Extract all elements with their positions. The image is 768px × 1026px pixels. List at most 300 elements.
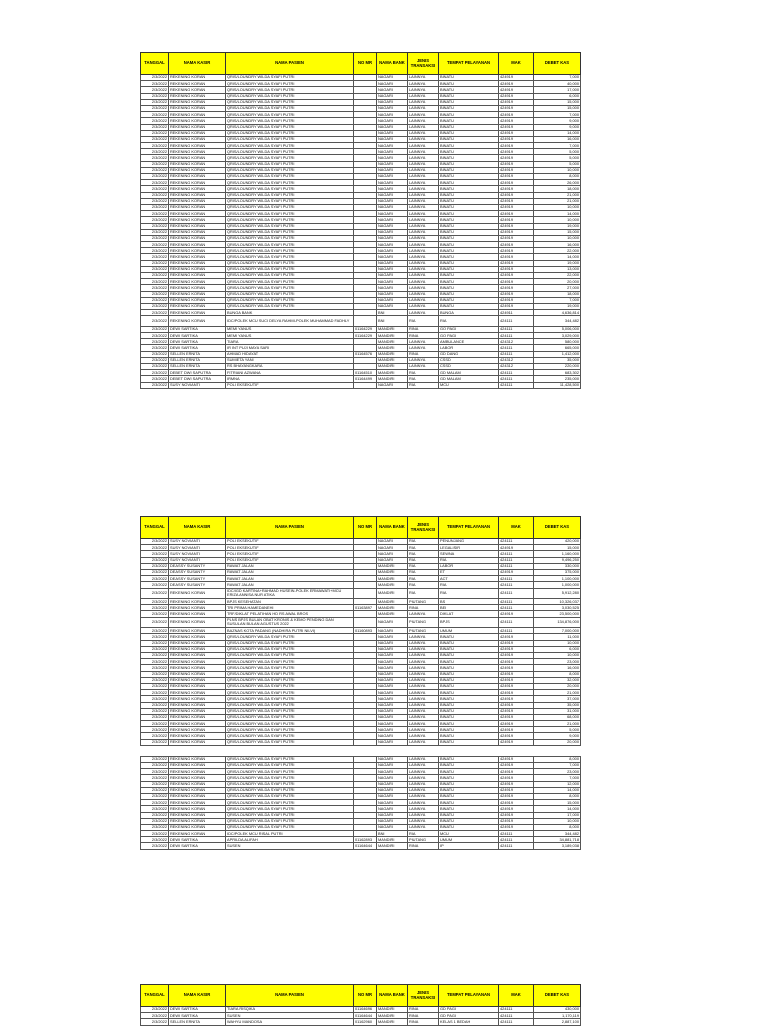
cell-nama-kasir: REKENING KORAN	[169, 174, 226, 180]
cell-tempat-pelayanan: BINATU	[439, 659, 499, 665]
cell-mak: 424919	[499, 303, 534, 309]
cell-tanggal: 2/3/2022	[141, 242, 169, 248]
cell-nama-pasien: QRIS/LOUNDRY WILDA SYAFI PUTRI	[226, 787, 354, 793]
cell-tanggal: 2/3/2022	[141, 376, 169, 382]
cell-tempat-pelayanan: BINATU	[439, 217, 499, 223]
cell-nama-pasien: QRIS/LOUNDRY WILDA SYAFI PUTRI	[226, 763, 354, 769]
cell-tanggal: 2/3/2022	[141, 81, 169, 87]
cell-nama-kasir: REKENING KORAN	[169, 727, 226, 733]
cell-debet-kas: 40,000	[534, 81, 581, 87]
cell-tanggal: 2/3/2022	[141, 136, 169, 142]
cell-nama-pasien: MEMI YANUS	[226, 326, 354, 332]
cell-debet-kas: 23,000	[534, 769, 581, 775]
cell-tanggal: 2/3/2022	[141, 186, 169, 192]
cell-tempat-pelayanan: BINATU	[439, 763, 499, 769]
cell-jenis-transaksi: LAINNYA	[408, 174, 439, 180]
table-row	[141, 588, 581, 599]
cell-tanggal: 2/3/2022	[141, 551, 169, 557]
cell-tempat-pelayanan: BINATU	[439, 279, 499, 285]
cell-mak: 424919	[499, 211, 534, 217]
cell-nama-bank: NAGARI	[377, 806, 408, 812]
cell-jenis-transaksi: PIUTANG	[408, 617, 439, 628]
cell-nama-bank: MANDIRI	[377, 370, 408, 376]
cell-tempat-pelayanan: BINATU	[439, 665, 499, 671]
cell-no-mr: 01164644	[354, 843, 377, 849]
cell-tanggal: 2/3/2022	[141, 763, 169, 769]
cell-tempat-pelayanan: BINATU	[439, 204, 499, 210]
header-debet-kas: DEBET KAS	[534, 53, 581, 75]
cell-nama-kasir: REKENING KORAN	[169, 683, 226, 689]
cell-jenis-transaksi: LAINNYA	[408, 793, 439, 799]
cash-debit-table	[140, 984, 581, 1026]
cell-tempat-pelayanan: BINATU	[439, 174, 499, 180]
cell-tanggal: 2/3/2022	[141, 273, 169, 279]
cell-mak: 424919	[499, 174, 534, 180]
cell-nama-bank: NAGARI	[377, 204, 408, 210]
cell-mak: 424919	[499, 155, 534, 161]
cell-nama-pasien: QRIS/LOUNDRY WILDA SYAFI PUTRI	[226, 87, 354, 93]
cell-tempat-pelayanan: CSSD	[439, 364, 499, 370]
cell-nama-pasien: QRIS/LOUNDRY WILDA SYAFI PUTRI	[226, 167, 354, 173]
cell-nama-bank: NAGARI	[377, 192, 408, 198]
cell-jenis-transaksi: RIA	[408, 576, 439, 582]
cell-debet-kas: 8,000	[534, 824, 581, 830]
cell-nama-kasir: REKENING KORAN	[169, 285, 226, 291]
cell-debet-kas: 20,000	[534, 739, 581, 745]
cell-debet-kas: 7,000	[534, 775, 581, 781]
cell-nama-pasien: POLI EKSEKUTIF	[226, 545, 354, 551]
cell-debet-kas: 37,000	[534, 696, 581, 702]
table-row	[141, 1019, 581, 1025]
header-mak: MAK	[499, 517, 534, 539]
cell-tempat-pelayanan: RIA	[439, 588, 499, 599]
cell-debet-kas: 17,000	[534, 87, 581, 93]
cell-mak: 424919	[499, 733, 534, 739]
cell-nama-bank: NAGARI	[377, 659, 408, 665]
cell-tanggal: 2/3/2022	[141, 291, 169, 297]
cell-nama-pasien: SUMIETA YANI	[226, 357, 354, 363]
cell-debet-kas: 22,000	[534, 273, 581, 279]
cell-mak: 424111	[499, 617, 534, 628]
cell-nama-kasir: REKENING KORAN	[169, 721, 226, 727]
cell-tempat-pelayanan: BINATU	[439, 303, 499, 309]
cell-tempat-pelayanan: BPJS	[439, 617, 499, 628]
cell-nama-kasir: REKENING KORAN	[169, 155, 226, 161]
cell-nama-bank: MANDIRI	[377, 843, 408, 849]
cell-debet-kas: 18,000	[534, 291, 581, 297]
cell-nama-kasir: REKENING KORAN	[169, 254, 226, 260]
cell-nama-kasir: SUSY NOVIANTI	[169, 382, 226, 388]
cell-nama-kasir: DEWI SARTIKA	[169, 333, 226, 339]
cell-no-mr	[354, 588, 377, 599]
cell-nama-bank: MANDIRI	[377, 563, 408, 569]
cell-jenis-transaksi: RIA	[408, 539, 439, 545]
cell-nama-kasir: SELLEN ERNITA	[169, 357, 226, 363]
cell-nama-kasir: REKENING KORAN	[169, 690, 226, 696]
cell-tanggal: 2/3/2022	[141, 733, 169, 739]
cell-mak: 424919	[499, 569, 534, 575]
cell-nama-bank: NAGARI	[377, 617, 408, 628]
cell-nama-bank: MANDIRI	[377, 611, 408, 617]
cell-nama-pasien: QRIS/LOUNDRY WILDA SYAFI PUTRI	[226, 130, 354, 136]
cell-tempat-pelayanan: BINATU	[439, 634, 499, 640]
cell-debet-kas: 9,000	[534, 118, 581, 124]
cell-nama-pasien: QRIS/LOUNDRY WILDA SYAFI PUTRI	[226, 702, 354, 708]
cell-jenis-transaksi: LAINNYA	[408, 677, 439, 683]
cell-nama-pasien: TRF/DIKLAT PELATIHAN HD RS AWAL BROS	[226, 611, 354, 617]
cell-nama-bank: NAGARI	[377, 155, 408, 161]
cell-nama-kasir: REKENING KORAN	[169, 291, 226, 297]
cell-jenis-transaksi: RIA	[408, 316, 439, 327]
cell-jenis-transaksi: LAINNYA	[408, 714, 439, 720]
cell-tempat-pelayanan: RIA	[439, 557, 499, 563]
cell-debet-kas: 18,000	[534, 186, 581, 192]
cell-jenis-transaksi: LAINNYA	[408, 254, 439, 260]
cell-tanggal: 2/3/2022	[141, 211, 169, 217]
cell-tempat-pelayanan: SEWNA	[439, 551, 499, 557]
cell-tempat-pelayanan: ET	[439, 569, 499, 575]
cell-nama-bank: NAGARI	[377, 291, 408, 297]
cell-debet-kas: 21,000	[534, 198, 581, 204]
cell-nama-bank: NAGARI	[377, 211, 408, 217]
cell-tanggal: 2/3/2022	[141, 837, 169, 843]
cell-nama-pasien: BAZNAS KOTA PADANG (NADHIRA PUTRI NILVI)	[226, 628, 354, 634]
cell-nama-pasien: APRILDA ALIFAH	[226, 837, 354, 843]
cell-debet-kas: 1,160,000	[534, 551, 581, 557]
cell-tempat-pelayanan: GD PAGI	[439, 1007, 499, 1013]
cell-tanggal: 2/3/2022	[141, 843, 169, 849]
cell-jenis-transaksi: LAINNYA	[408, 260, 439, 266]
cell-jenis-transaksi: RIA	[408, 831, 439, 837]
cell-nama-bank: NAGARI	[377, 273, 408, 279]
cell-nama-kasir: REKENING KORAN	[169, 211, 226, 217]
cell-nama-pasien: QRIS/LOUNDRY WILDA SYAFI PUTRI	[226, 733, 354, 739]
cell-debet-kas: 7,000	[534, 75, 581, 81]
cell-debet-kas: 14,000	[534, 211, 581, 217]
cell-tanggal: 2/3/2022	[141, 831, 169, 837]
cell-nama-kasir: REKENING KORAN	[169, 665, 226, 671]
cell-nama-kasir: REKENING KORAN	[169, 831, 226, 837]
cell-jenis-transaksi: LAINNYA	[408, 634, 439, 640]
cell-tempat-pelayanan: BINATU	[439, 646, 499, 652]
cell-tanggal: 2/3/2022	[141, 266, 169, 272]
cell-mak: 424919	[499, 763, 534, 769]
cell-nama-pasien: QRIS/LOUNDRY WILDA SYAFI PUTRI	[226, 285, 354, 291]
cell-nama-bank: NAGARI	[377, 229, 408, 235]
cell-nama-bank: MANDIRI	[377, 357, 408, 363]
cell-tempat-pelayanan: BINATU	[439, 99, 499, 105]
cell-jenis-transaksi: RIA	[408, 382, 439, 388]
cell-nama-kasir: SUSY NOVIANTI	[169, 551, 226, 557]
cell-mak: 424919	[499, 545, 534, 551]
header-mak: MAK	[499, 985, 534, 1007]
cell-jenis-transaksi: LAINNYA	[408, 105, 439, 111]
cell-no-mr	[354, 617, 377, 628]
cell-nama-bank: NAGARI	[377, 824, 408, 830]
cell-nama-pasien: QRIS/LOUNDRY WILDA SYAFI PUTRI	[226, 812, 354, 818]
cell-nama-pasien: QRIS/LOUNDRY WILDA SYAFI PUTRI	[226, 653, 354, 659]
cell-nama-kasir: REKENING KORAN	[169, 75, 226, 81]
cell-tempat-pelayanan: GO PAGI	[439, 326, 499, 332]
cell-nama-pasien: BPJS KESEHATAN	[226, 599, 354, 605]
cell-mak: 424111	[499, 333, 534, 339]
cell-tanggal: 2/3/2022	[141, 382, 169, 388]
cell-nama-bank: MANDIRI	[377, 326, 408, 332]
cell-mak: 424919	[499, 198, 534, 204]
cell-debet-kas: 1,412,000	[534, 351, 581, 357]
cell-nama-pasien: IR INT PUJI MAYA SARI	[226, 345, 354, 351]
cell-debet-kas: 344,482	[534, 316, 581, 327]
cell-nama-kasir: REKENING KORAN	[169, 316, 226, 327]
cell-mak: 424111	[499, 326, 534, 332]
cell-jenis-transaksi: LAINNYA	[408, 273, 439, 279]
cell-tempat-pelayanan: PENUNJANG	[439, 539, 499, 545]
cell-debet-kas: 10,000	[534, 653, 581, 659]
cell-debet-kas: 10,000	[534, 217, 581, 223]
cell-jenis-transaksi: RINA	[408, 333, 439, 339]
cash-debit-table	[140, 52, 581, 389]
cell-nama-kasir: REKENING KORAN	[169, 781, 226, 787]
cell-tempat-pelayanan: LEGALISIR	[439, 545, 499, 551]
cell-nama-pasien: QRIS/LOUNDRY WILDA SYAFI PUTRI	[226, 800, 354, 806]
cell-nama-kasir: REKENING KORAN	[169, 180, 226, 186]
cell-nama-pasien: IDC/POLEK MCU RISAL PUTRI	[226, 831, 354, 837]
cell-mak: 424111	[499, 1013, 534, 1019]
cell-mak: 424919	[499, 806, 534, 812]
cell-nama-kasir: REKENING KORAN	[169, 266, 226, 272]
cell-tempat-pelayanan: BINATU	[439, 714, 499, 720]
cell-tanggal: 2/3/2022	[141, 87, 169, 93]
cell-tanggal: 2/3/2022	[141, 118, 169, 124]
cell-tanggal: 2/3/2022	[141, 105, 169, 111]
cell-jenis-transaksi: RIA	[408, 551, 439, 557]
cell-jenis-transaksi: RIA	[408, 545, 439, 551]
cell-nama-kasir: REKENING KORAN	[169, 806, 226, 812]
cell-tanggal: 2/3/2022	[141, 806, 169, 812]
cell-nama-kasir: DEWI SARTIKA	[169, 1013, 226, 1019]
cell-nama-bank: NAGARI	[377, 198, 408, 204]
table-header	[141, 53, 581, 75]
cell-mak: 424111	[499, 345, 534, 351]
cell-mak: 424111	[499, 831, 534, 837]
cell-mak: 424111	[499, 563, 534, 569]
cell-nama-pasien: POLI EKSEKUTIF	[226, 382, 354, 388]
cell-jenis-transaksi: PIUTANG	[408, 599, 439, 605]
cell-mak: 424312	[499, 339, 534, 345]
cell-nama-pasien: QRIS/LOUNDRY WILDA SYAFI PUTRI	[226, 303, 354, 309]
cell-jenis-transaksi: LAINNYA	[408, 775, 439, 781]
cell-tempat-pelayanan: BINATU	[439, 812, 499, 818]
cell-nama-pasien: QRIS/LOUNDRY WILDA SYAFI PUTRI	[226, 634, 354, 640]
cell-jenis-transaksi: LAINNYA	[408, 112, 439, 118]
cell-debet-kas: 19,000	[534, 260, 581, 266]
cell-nama-pasien: QRIS/LOUNDRY WILDA SYAFI PUTRI	[226, 155, 354, 161]
cell-tempat-pelayanan: BINATU	[439, 93, 499, 99]
cell-jenis-transaksi: LAINNYA	[408, 787, 439, 793]
cell-nama-bank: NAGARI	[377, 708, 408, 714]
cell-nama-kasir: REKENING KORAN	[169, 118, 226, 124]
cell-nama-kasir: DEWI SARTIKA	[169, 326, 226, 332]
cell-mak: 424919	[499, 223, 534, 229]
cell-tempat-pelayanan: BINATU	[439, 75, 499, 81]
cell-tanggal: 2/3/2022	[141, 217, 169, 223]
sheet-page-2	[140, 516, 580, 850]
cell-mak: 424919	[499, 161, 534, 167]
cell-nama-kasir: REKENING KORAN	[169, 617, 226, 628]
cell-nama-pasien: QRIS/LOUNDRY WILDA SYAFI PUTRI	[226, 708, 354, 714]
cell-nama-bank: NAGARI	[377, 99, 408, 105]
cell-mak: 424111	[499, 582, 534, 588]
cell-tanggal: 2/3/2022	[141, 364, 169, 370]
cell-debet-kas: 21,000	[534, 192, 581, 198]
cell-nama-bank: NAGARI	[377, 800, 408, 806]
cell-jenis-transaksi: LAINNYA	[408, 87, 439, 93]
cell-mak: 424919	[499, 143, 534, 149]
cell-tanggal: 2/3/2022	[141, 721, 169, 727]
cell-mak: 424919	[499, 81, 534, 87]
cell-tanggal: 2/3/2022	[141, 130, 169, 136]
cell-nama-pasien: QRIS/LOUNDRY WILDA SYAFI PUTRI	[226, 781, 354, 787]
cell-mak: 424919	[499, 93, 534, 99]
cell-debet-kas: 9,000	[534, 733, 581, 739]
cell-debet-kas: 15,000	[534, 105, 581, 111]
header-nama-pasien: NAMA PASIEN	[226, 517, 354, 539]
cell-mak: 424919	[499, 273, 534, 279]
cell-tempat-pelayanan: BINATU	[439, 180, 499, 186]
cell-mak: 424111	[499, 588, 534, 599]
cell-mak: 424919	[499, 714, 534, 720]
cell-tempat-pelayanan: BINATU	[439, 248, 499, 254]
cell-jenis-transaksi: LAINNYA	[408, 708, 439, 714]
cell-nama-kasir: REKENING KORAN	[169, 204, 226, 210]
cell-nama-kasir: DEWI SARTIKA	[169, 339, 226, 345]
header-tempat-pelayanan: TEMPAT PELAYANAN	[439, 517, 499, 539]
cell-mak: 424919	[499, 229, 534, 235]
cell-nama-pasien: QRIS/LOUNDRY WILDA SYAFI PUTRI	[226, 640, 354, 646]
cell-mak: 424111	[499, 1007, 534, 1013]
cell-jenis-transaksi: LAINNYA	[408, 653, 439, 659]
cell-nama-bank: NAGARI	[377, 696, 408, 702]
cell-nama-pasien: QRIS/LOUNDRY WILDA SYAFI PUTRI	[226, 149, 354, 155]
cell-tanggal: 2/3/2022	[141, 1019, 169, 1025]
cell-debet-kas: 1,170,119	[534, 1013, 581, 1019]
cell-nama-bank: NAGARI	[377, 242, 408, 248]
header-mak: MAK	[499, 53, 534, 75]
cell-tempat-pelayanan: BINATU	[439, 727, 499, 733]
cell-jenis-transaksi: RINA	[408, 1019, 439, 1025]
cell-nama-kasir: REKENING KORAN	[169, 611, 226, 617]
header-jenis-transaksi: JENIS TRANSAKSI	[408, 53, 439, 75]
cell-debet-kas: 16,000	[534, 242, 581, 248]
cell-nama-pasien: QRIS/LOUNDRY WILDA SYAFI PUTRI	[226, 112, 354, 118]
cell-tempat-pelayanan: BINATU	[439, 198, 499, 204]
cell-nama-bank: NAGARI	[377, 81, 408, 87]
cell-jenis-transaksi: LAINNYA	[408, 198, 439, 204]
cell-debet-kas: 23,000	[534, 659, 581, 665]
cell-debet-kas: 21,000	[534, 690, 581, 696]
cell-jenis-transaksi: LAINNYA	[408, 611, 439, 617]
cell-nama-pasien: QRIS/LOUNDRY WILDA SYAFI PUTRI	[226, 775, 354, 781]
cell-mak: 424111	[499, 376, 534, 382]
cell-tanggal: 2/3/2022	[141, 646, 169, 652]
cell-tempat-pelayanan: BINATU	[439, 696, 499, 702]
cell-nama-kasir: REKENING KORAN	[169, 775, 226, 781]
cell-nama-pasien: QRIS/LOUNDRY WILDA SYAFI PUTRI	[226, 806, 354, 812]
cell-tempat-pelayanan: BINATU	[439, 223, 499, 229]
cell-debet-kas: 6,000	[534, 93, 581, 99]
cell-tanggal: 2/3/2022	[141, 582, 169, 588]
cell-tempat-pelayanan: GD MALAM	[439, 376, 499, 382]
cell-jenis-transaksi: RINA	[408, 605, 439, 611]
cell-tempat-pelayanan: BINATU	[439, 708, 499, 714]
cell-tempat-pelayanan: KELAS 1 BEDAH	[439, 1019, 499, 1025]
cell-nama-pasien: QRIS/LOUNDRY WILDA SYAFI PUTRI	[226, 291, 354, 297]
cell-mak: 424111	[499, 1019, 534, 1025]
cell-debet-kas: 9,000	[534, 124, 581, 130]
cell-debet-kas: 20,000	[534, 279, 581, 285]
cell-nama-kasir: REKENING KORAN	[169, 708, 226, 714]
cell-nama-bank: NAGARI	[377, 653, 408, 659]
cell-tanggal: 2/3/2022	[141, 99, 169, 105]
cell-nama-pasien: QRIS/LOUNDRY WILDA SYAFI PUTRI	[226, 266, 354, 272]
header-nama-pasien: NAMA PASIEN	[226, 53, 354, 75]
cell-debet-kas: 15,000	[534, 800, 581, 806]
cell-mak: 424919	[499, 653, 534, 659]
cell-tempat-pelayanan: BINATU	[439, 161, 499, 167]
cell-tempat-pelayanan: BINATU	[439, 739, 499, 745]
cell-tempat-pelayanan: BINATU	[439, 781, 499, 787]
cell-nama-pasien: QRIS/LOUNDRY WILDA SYAFI PUTRI	[226, 818, 354, 824]
cell-debet-kas: 12,000	[534, 781, 581, 787]
cell-tempat-pelayanan: MCU	[439, 382, 499, 388]
cell-debet-kas: 11,428,500	[534, 382, 581, 388]
cell-no-mr: 01164229	[354, 333, 377, 339]
cell-debet-kas: 15,000	[534, 545, 581, 551]
cell-nama-kasir: SUSY NOVIANTI	[169, 545, 226, 551]
cell-jenis-transaksi: LAINNYA	[408, 339, 439, 345]
cell-tempat-pelayanan: BINATU	[439, 167, 499, 173]
cell-nama-bank: NAGARI	[377, 136, 408, 142]
cell-nama-bank: NAGARI	[377, 739, 408, 745]
cell-tempat-pelayanan: BINATU	[439, 690, 499, 696]
cell-mak: 424312	[499, 364, 534, 370]
cell-tempat-pelayanan: BINATU	[439, 291, 499, 297]
cell-tempat-pelayanan: BEI	[439, 605, 499, 611]
cell-nama-bank: NAGARI	[377, 551, 408, 557]
cell-debet-kas: 10,000	[534, 167, 581, 173]
cell-debet-kas: 7,000	[534, 297, 581, 303]
cell-nama-bank: MANDIRI	[377, 576, 408, 582]
cell-mak: 424919	[499, 818, 534, 824]
cell-tanggal: 2/3/2022	[141, 223, 169, 229]
cell-mak: 424919	[499, 75, 534, 81]
cell-nama-pasien: QRIS/LOUNDRY WILDA SYAFI PUTRI	[226, 793, 354, 799]
cell-mak: 424919	[499, 248, 534, 254]
cell-tempat-pelayanan: BINATU	[439, 733, 499, 739]
cell-mak: 424919	[499, 87, 534, 93]
header-no-mr: NO MR	[354, 53, 377, 75]
cell-jenis-transaksi: LAINNYA	[408, 665, 439, 671]
cell-nama-kasir: REKENING KORAN	[169, 310, 226, 316]
cell-nama-kasir: REKENING KORAN	[169, 628, 226, 634]
cell-debet-kas: 19,000	[534, 303, 581, 309]
cell-tempat-pelayanan: BINATU	[439, 130, 499, 136]
cell-nama-pasien: QRIS/LOUNDRY WILDA SYAFI PUTRI	[226, 81, 354, 87]
cell-nama-bank: NAGARI	[377, 671, 408, 677]
cell-jenis-transaksi: LAINNYA	[408, 812, 439, 818]
cell-jenis-transaksi: LAINNYA	[408, 211, 439, 217]
cell-mak: 424919	[499, 136, 534, 142]
